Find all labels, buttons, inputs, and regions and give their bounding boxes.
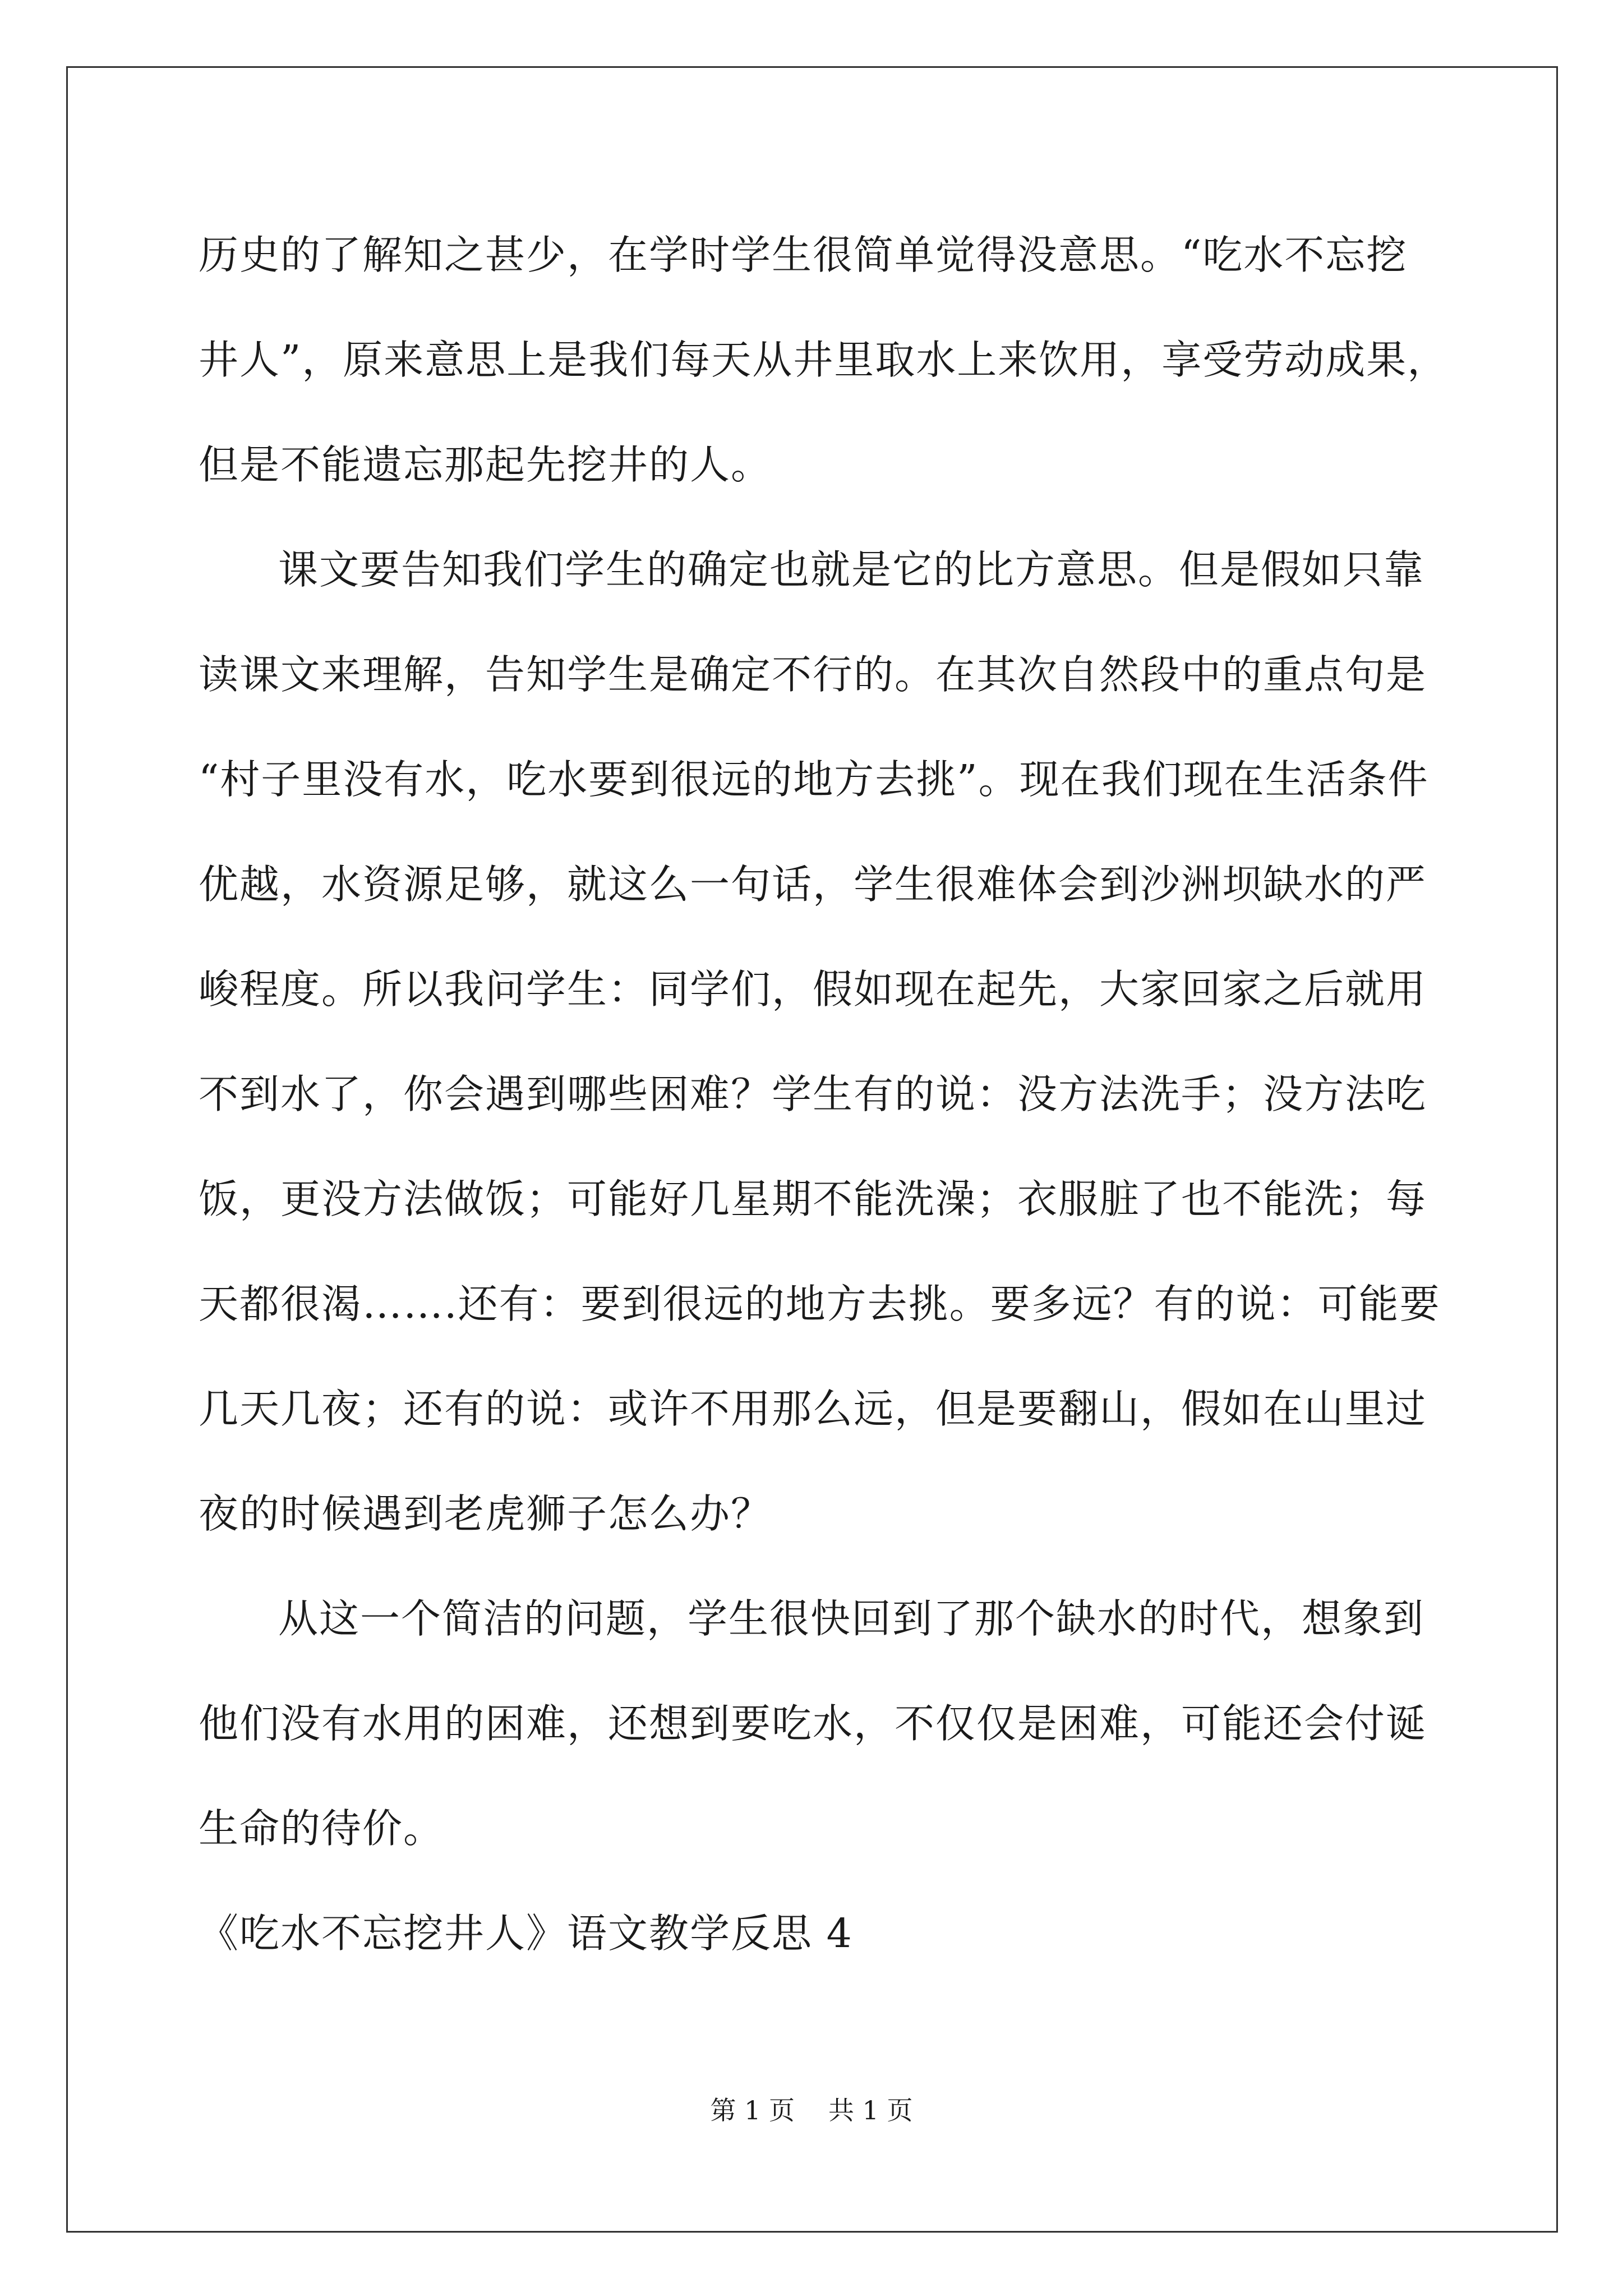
paragraph-start-line: 从这一个简洁的问题，学生很快回到了那个缺水的时代，想象到 <box>278 1595 1425 1642</box>
text-line: 夜的时候遇到老虎狮子怎么办？ <box>199 1490 772 1537</box>
text-line: 井人”，原来意思上是我们每天从井里取水上来饮用，享受劳动成果， <box>199 337 1449 383</box>
page-total: 共 1 页 <box>828 2095 913 2125</box>
document-body <box>199 222 1449 2005</box>
page-number: 第 1 页 <box>710 2095 795 2125</box>
text-line: 几天几夜；还有的说：或许不用那么远，但是要翻山，假如在山里过 <box>199 1386 1427 1432</box>
text-line: 生命的待价。 <box>199 1805 445 1852</box>
text-line: 优越，水资源足够，就这么一句话，学生很难体会到沙洲坝缺水的严 <box>199 861 1427 908</box>
text-line: 但是不能遗忘那起先挖井的人。 <box>199 441 772 488</box>
page-footer <box>0 2093 1623 2127</box>
text-line: 饭，更没方法做饭；可能好几星期不能洗澡；衣服脏了也不能洗；每 <box>199 1176 1427 1222</box>
text-line: 历史的了解知之甚少，在学时学生很简单觉得没意思。“吃水不忘挖 <box>199 232 1408 278</box>
text-line: 读课文来理解，告知学生是确定不行的。在其次自然段中的重点句是 <box>199 651 1427 698</box>
text-line: 天都很渴…….还有：要到很远的地方去挑。要多远？有的说：可能要 <box>199 1281 1441 1327</box>
text-line: 他们没有水用的困难，还想到要吃水，不仅仅是困难，可能还会付诞 <box>199 1700 1427 1747</box>
paragraph-start-line: 课文要告知我们学生的确定也就是它的比方意思。但是假如只靠 <box>278 546 1425 593</box>
section-heading: 《吃水不忘挖井人》语文教学反思 4 <box>199 1910 853 1957</box>
text-line: 峻程度。所以我问学生：同学们，假如现在起先，大家回家之后就用 <box>199 966 1427 1013</box>
text-line: 不到水了，你会遇到哪些困难？学生有的说：没方法洗手；没方法吃 <box>199 1071 1427 1117</box>
text-line: “村子里没有水，吃水要到很远的地方去挑”。现在我们现在生活条件 <box>199 756 1429 803</box>
